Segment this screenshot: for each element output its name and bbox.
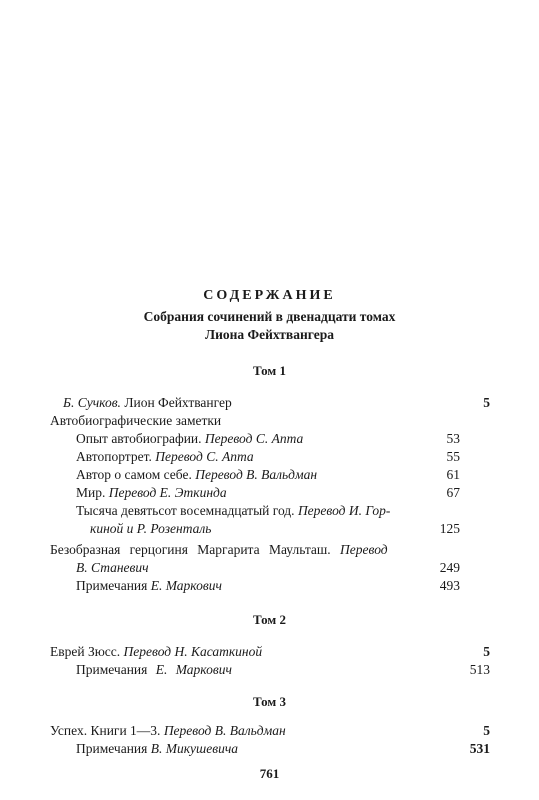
entry-credit: Перевод В. Вальдман [163,723,286,738]
page-folio: 761 [259,766,280,781]
toc-entry [76,662,232,678]
toc-entry [76,431,303,447]
entry-credit-continuation: киной и Р. Розенталь [90,521,212,536]
entry-credit: Е. Маркович [150,578,222,593]
entry-page-number: 249 [439,560,460,575]
entry-credit: Перевод Н. Касаткиной [123,644,263,659]
entry-page-number: 125 [439,521,460,536]
entry-credit: Перевод Е. Эткинда [108,485,227,500]
entry-title: Автор о самом себе. [76,467,192,482]
entry-title: Тысяча девятьсот восемнадцатый год. [76,503,295,518]
entry-page-number: 493 [439,578,460,593]
entry-credit-continuation: В. Станевич [76,560,149,575]
entry-author: Б. Сучков. [63,395,121,410]
entry-page-number: 5 [483,395,490,410]
entry-title: Автопортрет. [76,449,152,464]
toc-entry [50,644,262,660]
entry-title: Опыт автобиографии. [76,431,202,446]
entry-credit: Перевод В. Вальдман [195,467,318,482]
toc-entry [76,467,317,483]
volume-1-heading: Том 1 [253,363,286,378]
toc-subtitle-collection: Собрания сочинений в двенадцати томах [143,309,396,324]
entry-page-number: 61 [446,467,460,482]
entry-page-number: 5 [483,723,490,738]
entry-page-number: 67 [446,485,460,500]
toc-entry [63,395,232,411]
section-heading: Автобиографические заметки [50,413,222,428]
entry-title: Успех. Книги 1—3. [50,723,161,738]
volume-3-heading: Том 3 [253,694,286,709]
toc-entry [76,578,222,594]
toc-entry [76,741,238,757]
entry-page-number: 5 [483,644,490,659]
entry-title: Еврей Зюсс. [50,644,121,659]
entry-credit: Е. Маркович [155,662,232,677]
entry-page-number: 531 [469,741,490,756]
entry-title: Примечания [76,578,148,593]
entry-page-number: 55 [446,449,460,464]
toc-subtitle-author: Лиона Фейхтвангера [205,327,334,342]
toc-entry [76,503,390,519]
entry-title: Примечания [76,662,148,677]
entry-title: Примечания [76,741,148,756]
entry-title: Безобразная герцогиня Маргарита Маульташ. [50,542,331,557]
toc-entry [76,449,254,465]
entry-credit: Перевод С. Апта [155,449,254,464]
entry-title: Мир. [76,485,106,500]
entry-page-number: 53 [446,431,460,446]
toc-title: СОДЕРЖАНИЕ [203,288,336,303]
entry-credit: Перевод [340,542,388,557]
entry-page-number: 513 [469,662,490,677]
toc-entry [50,723,286,739]
toc-entry [50,542,388,558]
volume-2-heading: Том 2 [253,612,286,627]
entry-credit: В. Микушевича [150,741,239,756]
entry-credit: Перевод И. Гор- [297,503,391,518]
entry-title: Лион Фейхтвангер [124,395,232,410]
entry-credit: Перевод С. Апта [204,431,304,446]
toc-entry [76,485,227,501]
